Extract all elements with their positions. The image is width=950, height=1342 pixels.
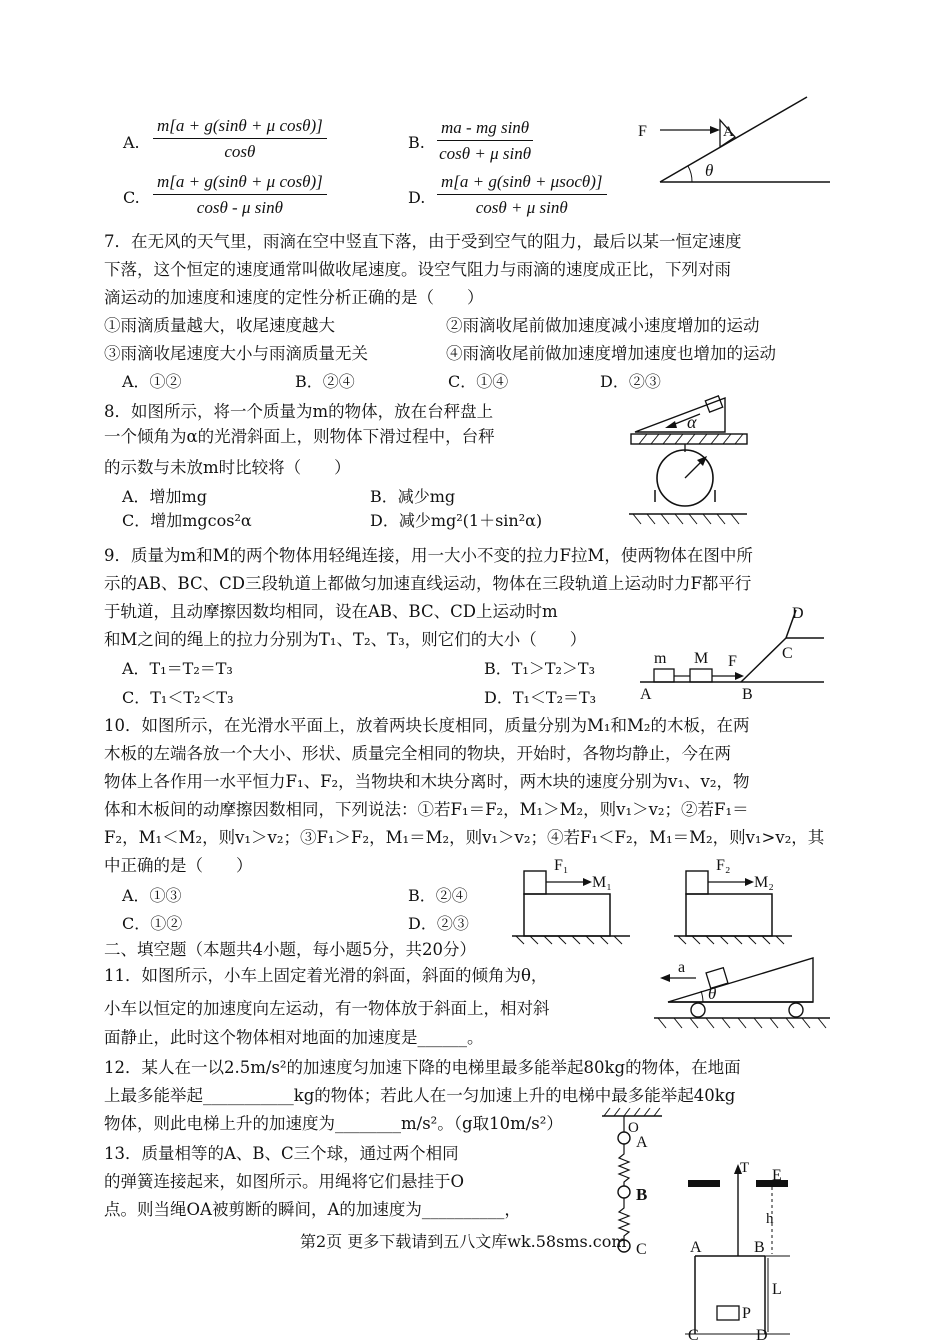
- q7-statement-1: ①雨滴质量越大，收尾速度越大: [104, 316, 335, 335]
- q13-C-label: C: [636, 1241, 647, 1258]
- q6-option-d-denominator: cosθ + μ sinθ: [475, 198, 568, 217]
- q7-option-a: A．①②: [122, 372, 182, 391]
- q9-track-figure: [636, 602, 836, 702]
- q6-option-b-denominator: cosθ + μ sinθ: [439, 144, 532, 163]
- q10-board-figure-1: [510, 856, 635, 946]
- q10-text-line-3: 物体上各作用一水平恒力F₁、F₂，当物块和木块分离时，两木块的速度分别为v₁、v₂，物: [104, 772, 750, 791]
- q8-text-line-3: 的示数与未放m时比较将（ ）: [104, 458, 351, 477]
- q12-text-line-1: 12．某人在一以2.5m/s²的加速度匀加速下降的电梯里最多能举起80kg的物体，在地面: [104, 1058, 741, 1077]
- q11-text-line-2: 小车以恒定的加速度向左运动，有一物体放于斜面上，相对斜: [104, 999, 550, 1018]
- q6-angle-label: θ: [705, 161, 714, 180]
- q10-F2-label: F₂: [716, 857, 731, 874]
- q9-option-c: C．T₁＜T₂＜T₃: [122, 688, 234, 707]
- q6-option-b-numerator: ma - mg sinθ: [437, 118, 533, 141]
- q9-text-line-4: 和M之间的绳上的拉力分别为T₁、T₂、T₃，则它们的大小（ ）: [104, 630, 587, 649]
- q10-board-figure-2: [672, 856, 797, 946]
- q10-option-c: C．①②: [122, 914, 183, 933]
- q9-M-label: M: [694, 650, 709, 667]
- q9-C-label: C: [782, 645, 793, 662]
- box-C-label: C: [688, 1327, 699, 1342]
- q6-option-b-formula: [437, 118, 533, 164]
- q8-angle-label: α: [687, 412, 697, 432]
- box-h-label: h: [766, 1211, 774, 1227]
- box-A-label: A: [690, 1239, 702, 1256]
- q9-m-label: m: [654, 650, 667, 667]
- q11-acceleration-label: a: [678, 959, 686, 976]
- q10-text-line-4: 体和木板间的动摩擦因数相同，下列说法：①若F₁＝F₂，M₁＞M₂，则v₁＞v₂；②若F₁＝: [104, 800, 749, 819]
- q13-text-line-3: 点。则当绳OA被剪断的瞬间，A的加速度为__________，: [104, 1200, 521, 1219]
- q6-option-a-numerator: m[a + g(sinθ + μ cosθ)]: [153, 116, 327, 139]
- box-B-label: B: [754, 1239, 765, 1256]
- q7-option-d: D．②③: [600, 372, 661, 391]
- q6-option-c-formula: [153, 172, 327, 218]
- q10-M1-label: M₁: [592, 874, 612, 891]
- q7-statement-4: ④雨滴收尾前做加速度增加速度也增加的运动: [446, 344, 776, 363]
- q9-D-label: D: [792, 605, 804, 622]
- box-E-label: E: [772, 1167, 782, 1184]
- q8-text-line-1: 8．如图所示，将一个质量为m的物体，放在台秤盘上: [104, 402, 494, 421]
- q10-text-line-1: 10．如图所示，在光滑水平面上，放着两块长度相同，质量分别为M₁和M₂的木板，在两: [104, 716, 750, 735]
- q7-text-line-2: 下落，这个恒定的速度通常叫做收尾速度。设空气阻力与雨滴的速度成正比，下列对雨: [104, 260, 731, 279]
- q7-statement-3: ③雨滴收尾速度大小与雨滴质量无关: [104, 344, 368, 363]
- q7-option-b: B．②④: [295, 372, 355, 391]
- q9-text-line-3: 于轨道，且动摩擦因数均相同，设在AB、BC、CD上运动时m: [104, 602, 558, 621]
- q9-F-label: F: [728, 653, 737, 670]
- q9-option-b: B．T₁＞T₂＞T₃: [484, 659, 596, 678]
- q10-text-line-2: 木板的左端各放一个大小、形状、质量完全相同的物块，开始时，各物均静止，今在两: [104, 744, 731, 763]
- q9-text-line-2: 示的AB、BC、CD三段轨道上都做匀加速直线运动，物体在三段轨道上运动时力F都平行: [104, 574, 752, 593]
- q12-text-line-2: 上最多能举起___________kg的物体；若此人在一匀加速上升的电梯中最多能举起40kg: [104, 1086, 736, 1105]
- q10-text-line-6: 中正确的是（ ）: [104, 856, 253, 875]
- q8-scale-figure: [625, 390, 755, 530]
- q10-M2-label: M₂: [754, 874, 774, 891]
- q11-cart-figure: [648, 956, 838, 1036]
- q7-text-line-1: 7．在无风的天气里，雨滴在空中竖直下落，由于受到空气的阻力，最后以某一恒定速度: [104, 232, 742, 251]
- box-D-label: D: [756, 1327, 768, 1342]
- q7-statement-2: ②雨滴收尾前做加速度减小速度增加的运动: [446, 316, 760, 335]
- box-lift-figure: [680, 1156, 820, 1342]
- q12-text-line-3: 物体，则此电梯上升的加速度为________m/s²。（g取10m/s²）: [104, 1114, 563, 1133]
- q6-incline-figure: [630, 92, 840, 192]
- page-footer: 第2页 更多下载请到五八文库wk.58sms.com: [300, 1232, 627, 1251]
- q10-text-line-5: F₂，M₁＜M₂，则v₁＞v₂；③F₁＞F₂，M₁＝M₂，则v₁＞v₂；④若F₁＜F₂，M₁＝M₂，则v₁>v₂，其: [104, 828, 825, 847]
- q8-option-a: A．增加mg: [122, 487, 207, 506]
- q6-option-d-label: D.: [408, 188, 426, 207]
- box-L-label: L: [772, 1281, 782, 1298]
- q6-option-d-formula: [437, 172, 607, 218]
- q7-text-line-3: 滴运动的加速度和速度的定性分析正确的是（ ）: [104, 288, 484, 307]
- q10-F1-label: F₁: [554, 857, 569, 874]
- q13-O-label: O: [628, 1120, 639, 1136]
- q10-option-a: A．①③: [122, 886, 182, 905]
- q8-text-line-2: 一个倾角为α的光滑斜面上，则物体下滑过程中，台秤: [104, 427, 495, 446]
- q13-text-line-1: 13．质量相等的A、B、C三个球，通过两个相同: [104, 1144, 459, 1163]
- q8-option-c: C．增加mgcos²α: [122, 511, 252, 530]
- box-T-label: T: [740, 1160, 750, 1176]
- section-2-title: 二、填空题（本题共4小题，每小题5分，共20分）: [104, 940, 476, 959]
- q11-text-line-1: 11．如图所示，小车上固定着光滑的斜面，斜面的倾角为θ，: [104, 966, 548, 985]
- q10-option-b: B．②④: [408, 886, 468, 905]
- q6-option-c-label: C.: [123, 188, 140, 207]
- q6-option-c-denominator: cosθ - μ sinθ: [196, 198, 283, 217]
- q13-B-label: B: [636, 1185, 648, 1204]
- q13-text-line-2: 的弹簧连接起来，如图所示。用绳将它们悬挂于O: [104, 1172, 465, 1191]
- q7-option-c: C．①④: [448, 372, 509, 391]
- q6-force-label: F: [638, 123, 647, 140]
- q6-block-label: A: [723, 124, 734, 140]
- q9-option-d: D．T₁＜T₂＝T₃: [484, 688, 597, 707]
- q8-option-b: B．减少mg: [370, 487, 456, 506]
- q9-B-label: B: [742, 686, 753, 703]
- q6-option-b-label: B.: [408, 133, 425, 152]
- q10-option-d: D．②③: [408, 914, 469, 933]
- q8-option-d: D．减少mg²(1＋sin²α): [370, 511, 543, 530]
- q6-option-a-formula: [153, 116, 327, 162]
- q6-option-d-numerator: m[a + g(sinθ + μsocθ)]: [437, 172, 607, 195]
- q6-option-a-label: A.: [123, 133, 140, 152]
- q6-option-a-denominator: cosθ: [224, 142, 256, 161]
- q11-text-line-3: 面静止，此时这个物体相对地面的加速度是______。: [104, 1028, 484, 1047]
- q6-option-c-numerator: m[a + g(sinθ + μ cosθ)]: [153, 172, 327, 195]
- q13-A-label: A: [636, 1134, 648, 1151]
- q9-option-a: A．T₁＝T₂＝T₃: [122, 659, 233, 678]
- q9-A-label: A: [640, 686, 652, 703]
- box-P-label: P: [742, 1305, 751, 1322]
- q9-text-line-1: 9．质量为m和M的两个物体用轻绳连接，用一大小不变的拉力F拉M，使两物体在图中所: [104, 546, 753, 565]
- q11-angle-label: θ: [708, 984, 717, 1003]
